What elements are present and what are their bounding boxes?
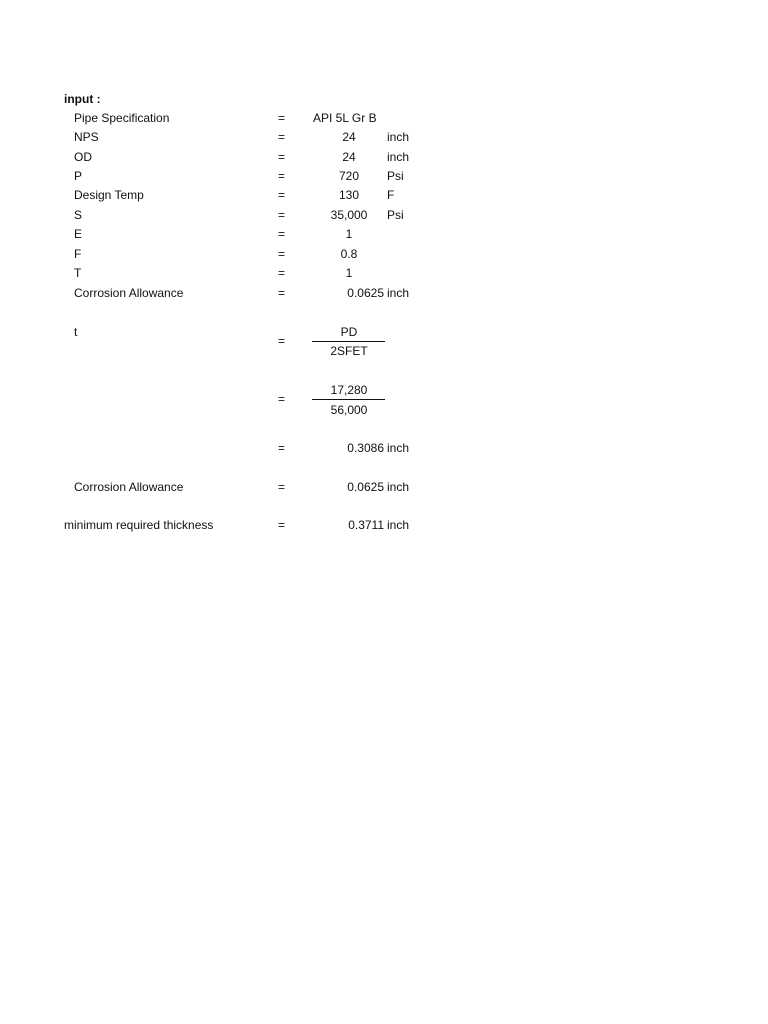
equals-sign: = [278,480,286,494]
thickness-result-value: 0.3086 [347,441,384,455]
corrosion-allowance-unit: inch [387,286,410,300]
design-temp-value: 130 [338,188,360,202]
stress-label: S [74,208,83,222]
od-value: 24 [342,150,356,164]
corrosion-allowance-value: 0.0625 [347,480,384,494]
equals-sign: = [278,188,286,202]
corrosion-allowance-unit: inch [387,480,410,494]
od-label: OD [74,150,92,164]
nps-value: 24 [342,130,356,144]
pressure-unit: Psi [387,169,404,183]
substitution-denominator: 56,000 [330,403,368,417]
nps-unit: inch [387,130,410,144]
design-temp-label: Design Temp [74,188,144,202]
pressure-label: P [74,169,83,183]
equals-sign: = [278,441,286,455]
stress-unit: Psi [387,208,404,222]
joint-factor-value: 1 [345,227,353,241]
equals-sign: = [278,266,286,280]
corrosion-allowance-label: Corrosion Allowance [74,286,184,300]
substitution-numerator: 17,280 [330,383,368,397]
design-factor-label: F [74,247,82,261]
equals-sign: = [278,150,286,164]
equals-sign: = [278,208,286,222]
formula-numerator: PD [340,325,358,339]
temperature-factor-label: T [74,266,82,280]
fraction-line [312,399,385,400]
design-factor-value: 0.8 [340,247,358,261]
joint-factor-label: E [74,227,83,241]
corrosion-allowance-label: Corrosion Allowance [74,480,184,494]
equals-sign: = [278,169,286,183]
minimum-thickness-value: 0.3711 [348,518,384,532]
thickness-symbol: t [74,325,78,339]
temperature-factor-value: 1 [345,266,353,280]
input-heading: input : [64,92,101,106]
pipe-specification-label: Pipe Specification [74,111,170,125]
formula-denominator: 2SFET [330,344,368,358]
equals-sign: = [278,227,286,241]
equals-sign: = [278,286,286,300]
equals-sign: = [278,518,286,532]
design-temp-unit: F [387,188,395,202]
pressure-value: 720 [338,169,360,183]
equals-sign: = [278,334,286,348]
equals-sign: = [278,247,286,261]
pipe-specification-value: API 5L Gr B [313,111,377,125]
thickness-result-unit: inch [387,441,410,455]
stress-value: 35,000 [330,208,368,222]
equals-sign: = [278,392,286,406]
equals-sign: = [278,111,286,125]
minimum-thickness-label: minimum required thickness [64,518,214,532]
od-unit: inch [387,150,410,164]
equals-sign: = [278,130,286,144]
minimum-thickness-unit: inch [387,518,410,532]
corrosion-allowance-value: 0.0625 [347,286,384,300]
fraction-line [312,341,385,342]
nps-label: NPS [74,130,99,144]
